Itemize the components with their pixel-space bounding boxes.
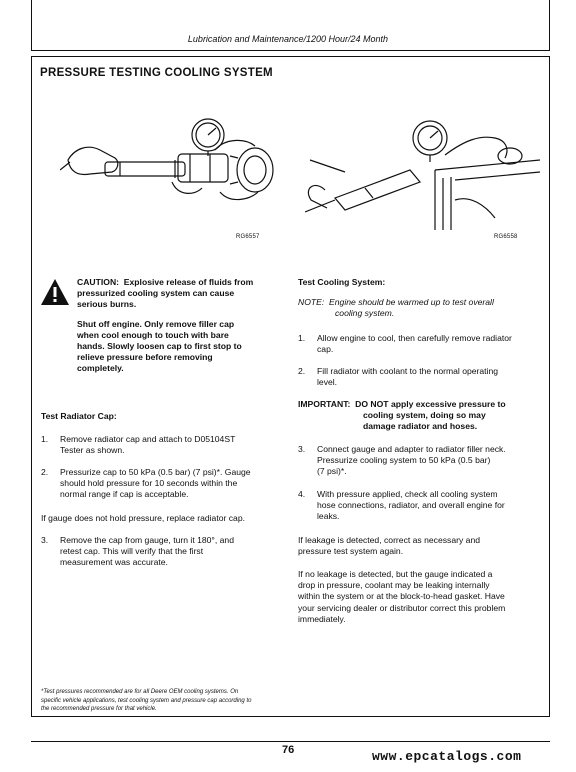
content-frame-left	[31, 56, 32, 716]
radiator-cap-heading: Test Radiator Cap:	[41, 411, 117, 421]
caution-line: relieve pressure before removing	[77, 352, 213, 363]
no-leakage-paragraph: If no leakage is detected, but the gauge indicated a drop in pressure, coolant may be leaking internally within the system or at the block-to-head gasket. Have your servicing dealer or distributor correct this problem immediately.	[298, 569, 506, 624]
caution-lead: CAUTION:	[77, 277, 120, 287]
header-bottom-rule	[31, 50, 550, 51]
caution-block	[77, 277, 297, 375]
figure-label-left: RG6557	[236, 234, 260, 240]
radiator-cap-tester-illustration	[60, 100, 280, 230]
caution-line: pressurized cooling system can cause	[77, 288, 235, 299]
page-number: 76	[282, 744, 295, 756]
footer-rule	[31, 741, 550, 742]
content-frame-right	[549, 56, 550, 716]
content-frame-top	[31, 56, 550, 57]
radiator-cap-note: If gauge does not hold pressure, replace radiator cap.	[41, 513, 245, 523]
caution-line: completely.	[77, 363, 124, 374]
radiator-cap-step-1: 1. Remove radiator cap and attach to D05104ST Tester as shown.	[41, 434, 236, 456]
figure-label-right: RG6558	[494, 234, 518, 240]
important-notice: IMPORTANT: DO NOT apply excessive pressure to cooling system, doing so may damage radiator and hoses.	[298, 399, 506, 432]
caution-line: Shut off engine. Only remove filler cap	[77, 318, 235, 329]
caution-line: when cool enough to touch with bare	[77, 329, 229, 340]
content-frame-bottom	[31, 716, 550, 717]
cooling-system-note: NOTE: Engine should be warmed up to test overall cooling system.	[298, 297, 494, 319]
caution-line: serious burns.	[77, 299, 137, 310]
running-header: Lubrication and Maintenance/1200 Hour/24 Month	[187, 34, 389, 44]
cooling-system-step-1: 1. Allow engine to cool, then carefully remove radiator cap.	[298, 333, 512, 355]
cooling-system-step-4: 4. With pressure applied, check all cooling system hose connections, radiator, and overall engine for leaks.	[298, 489, 505, 522]
website-watermark: www.epcatalogs.com	[372, 749, 522, 764]
radiator-cap-step-3: 3. Remove the cap from gauge, turn it 180°, and retest cap. This will verify that the first measurement was accurate.	[41, 535, 234, 568]
section-title: PRESSURE TESTING COOLING SYSTEM	[40, 67, 273, 79]
cooling-system-step-3: 3. Connect gauge and adapter to radiator filler neck. Pressurize cooling system to 50 kPa (0.5 bar) (7 psi)*.	[298, 444, 506, 477]
caution-line: Explosive release of fluids from	[123, 277, 254, 287]
footnote: *Test pressures recommended are for all Deere OEM cooling systems. On specific vehicle applications, test cooling system and pressure cap according to the recommended pressure for that vehicle.	[41, 689, 252, 712]
cooling-system-heading: Test Cooling System:	[298, 277, 386, 287]
cooling-system-tester-illustration	[305, 100, 540, 230]
warning-triangle-icon	[40, 278, 70, 306]
leakage-detected-paragraph: If leakage is detected, correct as necessary and pressure test system again.	[298, 535, 481, 557]
caution-line: hands. Slowly loosen cap to first stop to	[77, 341, 242, 352]
cooling-system-step-2: 2. Fill radiator with coolant to the normal operating level.	[298, 366, 499, 388]
radiator-cap-step-2: 2. Pressurize cap to 50 kPa (0.5 bar) (7 psi)*. Gauge should hold pressure for 10 seconds within the normal range if cap is acceptable.	[41, 467, 251, 500]
